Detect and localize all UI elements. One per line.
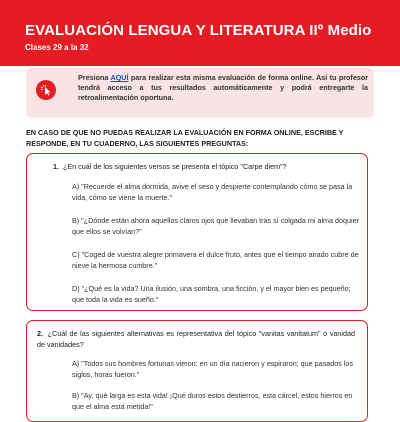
question-1-option-c[interactable]: C) "Coged de vuestra alegre primavera el dulce fruto, antes que el tiempo airado cubre de nieve la hermosa cumbre." (72, 250, 359, 270)
online-notice (26, 68, 374, 118)
question-1-option-a[interactable]: A) "Recuerde el alma dormida, avive el seso y despierte contemplando cómo se pasa la vida, cómo se viene la muerte." (72, 182, 353, 202)
question-card-1 (26, 153, 368, 311)
question-2-number: 2. (37, 329, 43, 338)
question-2-option-a[interactable]: A) "Todos sus hombres fortunas vieron: en un día nacieron y espiraron; que pasados los siglos, horas fueron." (72, 359, 354, 379)
notice-text-after: para realizar esta misma evaluación de forma online. Así tu profesor tendrá acceso a tus resultados automáticamente y podrá entregarte la retroalimentación oportuna. (78, 73, 369, 102)
page-subtitle: Clases 29 a la 32 (25, 43, 89, 52)
question-card-2 (26, 320, 368, 422)
online-evaluation-link[interactable]: AQUÍ (110, 73, 129, 82)
question-2-option-b[interactable]: B) "Ay, qué larga es esta vida! ¡Qué duros estos destierros, esta cárcel, estos hierros en que el alma está metida!" (72, 391, 353, 411)
question-1-number: 1. (53, 162, 59, 171)
cursor-click-icon (36, 80, 56, 100)
notice-text-before: Presiona (78, 73, 111, 82)
notice-text (78, 73, 368, 103)
question-2-text: ¿Cuál de las siguientes alternativas es representativa del tópico "vanitas vanitatum" o vanidad de vanidades? (37, 329, 356, 349)
question-1-option-b[interactable]: B) "¿Dónde están ahora aquellos claros ojos que llevaban tras sí colgada mi alma doquier que ellos se volvían?" (72, 216, 360, 236)
page-title: EVALUACIÓN LENGUA Y LITERATURA IIº Medio (25, 22, 372, 39)
question-1-prompt (53, 162, 353, 173)
page-header (0, 0, 400, 66)
question-1-text: ¿En cuál de los siguientes versos se presenta el tópico "Carpe diem"? (63, 162, 287, 171)
question-2-prompt (37, 329, 355, 350)
instructions: EN CASO DE QUE NO PUEDAS REALIZAR LA EVALUACIÓN EN FORMA ONLINE, ESCRIBE Y RESPONDE, EN TU CUADERNO, LAS SIGUIENTES PREGUNTAS: (26, 128, 344, 148)
question-1-option-d[interactable]: D) "¿Qué es la vida? Una ilusión, una sombra, una ficción, y el mayor bien es pequeño; que toda la vida es sueño." (72, 284, 351, 304)
